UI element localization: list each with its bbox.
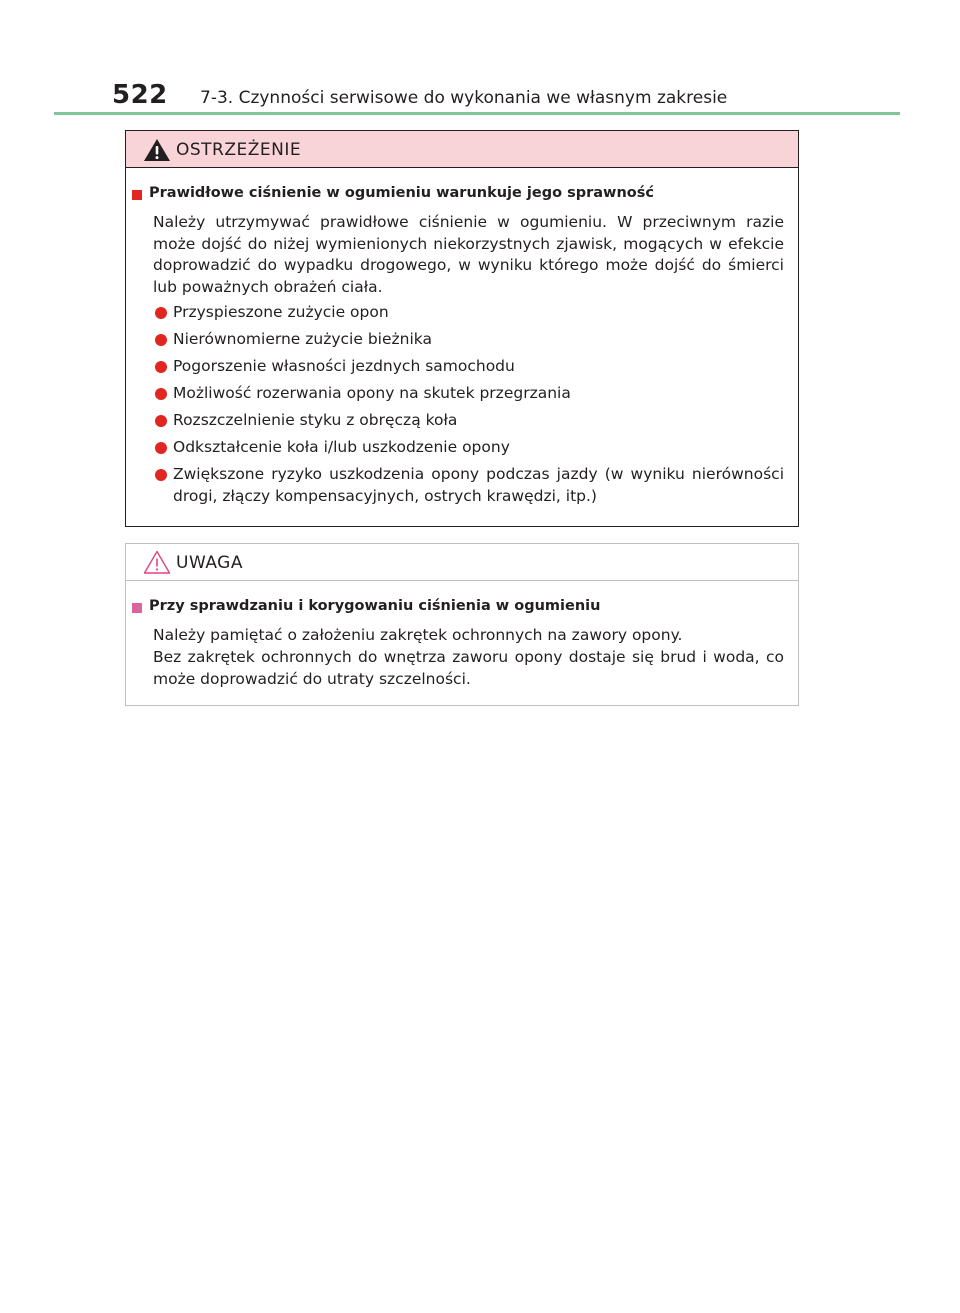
list-item-text: Nierównomierne zużycie bieżnika [173, 330, 432, 348]
bullet-dot [155, 442, 167, 454]
section-title: 7-3. Czynności serwisowe do wykonania we własnym zakresie [200, 88, 728, 108]
list-item-text: Pogorszenie własności jezdnych samochodu [173, 357, 515, 375]
list-item [126, 382, 800, 409]
notice-line-2: Bez zakrętek ochronnych do wnętrza zaworu opony dostaje się brud i woda, co może doprowadzić do utraty szczelności. [153, 648, 784, 688]
warning-box-header [126, 131, 798, 168]
list-item-text: Rozszczelnienie styku z obręczą koła [173, 411, 458, 429]
notice-label: UWAGA [176, 553, 243, 573]
list-item [126, 301, 800, 328]
list-item [126, 328, 800, 355]
bullet-dot [155, 415, 167, 427]
list-item-text: Przyspieszone zużycie opon [173, 303, 389, 321]
section-square-bullet [132, 190, 142, 200]
warning-label: OSTRZEŻENIE [176, 140, 302, 160]
bullet-dot [155, 388, 167, 400]
list-item [126, 463, 800, 513]
bullet-dot [155, 307, 167, 319]
list-item-text: Odkształcenie koła i/lub uszkodzenie opony [173, 438, 510, 456]
list-item-text: Możliwość rozerwania opony na skutek przegrzania [173, 384, 571, 402]
notice-box-header [126, 544, 798, 581]
caution-triangle-outline-icon [143, 550, 171, 574]
notice-line-1: Należy pamiętać o założeniu zakrętek ochronnych na zawory opony. [153, 626, 683, 644]
bullet-dot [155, 334, 167, 346]
warning-paragraph: Należy utrzymywać prawidłowe ciśnienie w ogumieniu. W przeciwnym razie może dojść do niżej wymienionych niekorzystnych zjawisk, mogących w efekcie doprowadzić do wypadku drogowego, w wyniku którego może dojść do śmierci lub poważnych obrażeń ciała. [153, 213, 784, 296]
notice-box [125, 543, 799, 706]
bullet-dot [155, 361, 167, 373]
bullet-dot [155, 469, 167, 481]
notice-subheading: Przy sprawdzaniu i korygowaniu ciśnienia w ogumieniu [149, 598, 601, 614]
header-rule [54, 112, 900, 115]
page-number: 522 [112, 80, 168, 110]
warning-subheading: Prawidłowe ciśnienie w ogumieniu warunkuje jego sprawność [149, 185, 654, 201]
warning-triangle-icon [143, 138, 171, 162]
list-item [126, 436, 800, 463]
section-square-bullet [132, 603, 142, 613]
warning-box [125, 130, 799, 527]
list-item [126, 409, 800, 436]
list-item-text: Zwiększone ryzyko uszkodzenia opony podczas jazdy (w wyniku nierówności drogi, złączy kompensacyjnych, ostrych krawędzi, itp.) [173, 465, 784, 505]
list-item [126, 355, 800, 382]
